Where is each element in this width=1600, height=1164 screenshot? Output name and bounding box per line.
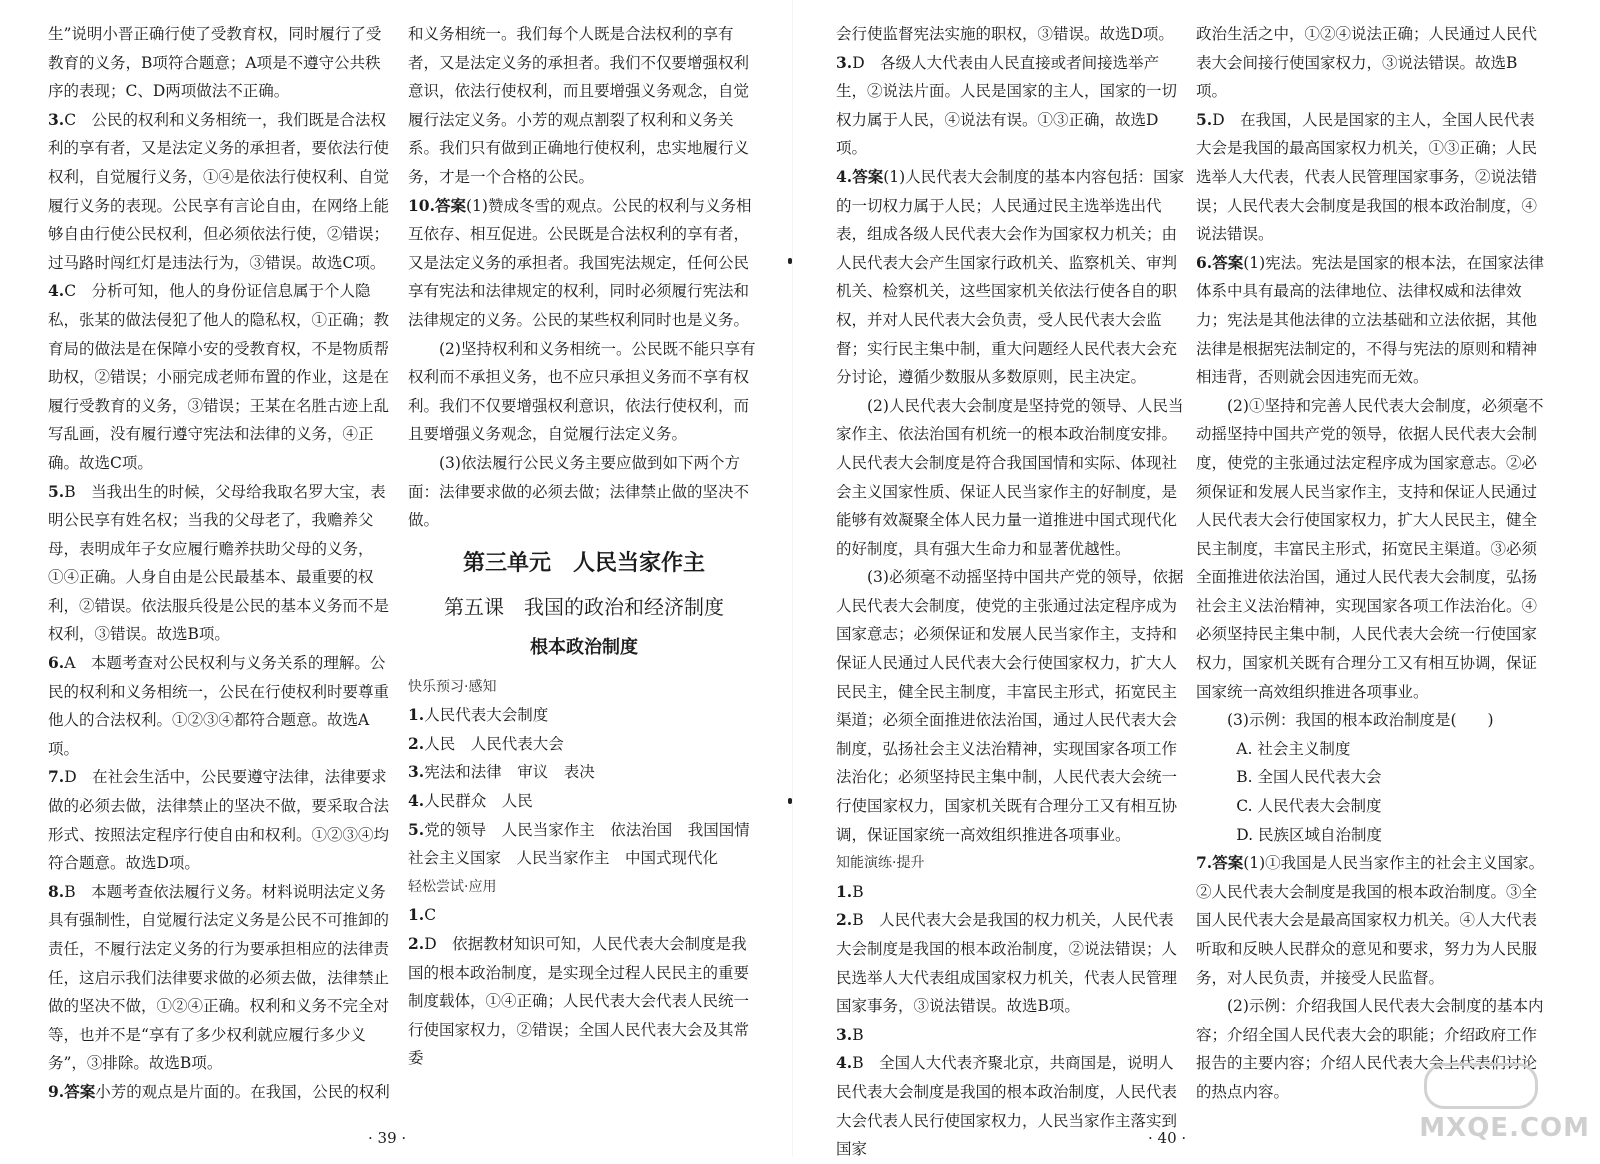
item-number: 1. — [408, 905, 425, 925]
answer-item — [1196, 249, 1546, 392]
item-number: 4. — [836, 1053, 853, 1073]
item-number: 3. — [408, 762, 425, 782]
answer-item — [48, 878, 394, 1078]
answer-item — [408, 930, 760, 1073]
answer-item — [48, 277, 394, 477]
item-text: B 全国人大代表齐聚北京，共商国是，说明人民代表大会制度是我国的根本政治制度，人民代表大会代表人民行使国家权力，人民当家作主落实到国家 — [836, 1054, 1178, 1159]
item-text: B 本题考查依法履行义务。材料说明法定义务具有强制性，自觉履行法定义务是公民不可推卸的责任，不履行法定义务的行为要承担相应的法律责任，这启示我们法律要求做的必须去做，法律禁止做的坚决不做，①②④正确。权利和义务不完全对等，也并不是“享有了多少权利就应履行多少义务”，③排除。故选B项。 — [48, 882, 390, 1073]
item-text: A 本题考查对公民权利与义务关系的理解。公民的权利和义务相统一，公民在行使权利时要尊重他人的合法权利。①②③④都符合题意。故选A项。 — [48, 654, 390, 758]
item-text: 小芳的观点是片面的。在我国，公民的权利 — [95, 1082, 390, 1101]
answer-item — [408, 758, 760, 787]
item-number: 7. — [1196, 853, 1213, 873]
item-number: 6. — [48, 653, 65, 673]
answer-item — [836, 1049, 1186, 1163]
item-number: 6. — [1196, 252, 1213, 272]
item-number: 9. — [48, 1081, 65, 1101]
paragraph: 和义务相统一。我们每个人既是合法权利的享有者，又是法定义务的承担者。我们不仅要增强权利意识，依法行使权利，而且要增强义务观念，自觉履行法定义务。小芳的观点割裂了权利和义务关系。我们只有做到正确地行使权利，忠实地履行义务，才是一个合格的公民。 — [408, 25, 750, 186]
answer-item — [836, 1021, 1186, 1050]
item-number: 2. — [408, 934, 425, 954]
indented-paragraph: (3)必须毫不动摇坚持中国共产党的领导，依据人民代表大会制度，使党的主张通过法定程序成为国家意志；必须保证和发展人民当家作主，支持和保证人民通过人民代表大会行使国家权力，扩大人民民主，健全民主制度，丰富民主形式，拓宽民主渠道；必须全面推进依法治国，通过人民代表大会制度，弘扬社会主义法治精神，实现国家各项工作法治化；必须坚持民主集中制，人民代表大会统一行使国家权力，国家机关既有合理分工又有相互协调，保证国家统一高效组织推进各项事业。 — [836, 568, 1184, 844]
item-number: 4. — [48, 281, 65, 301]
answer-item — [836, 163, 1186, 392]
answer-item — [48, 478, 394, 650]
answer-item — [408, 192, 760, 335]
page-number-right: · 40 · — [1148, 1129, 1187, 1147]
item-text: 人民群众 人民 — [424, 792, 533, 811]
choice-option: A. 社会主义制度 — [1236, 739, 1351, 758]
watermark-logo — [1424, 1063, 1538, 1109]
item-text: B 人民代表大会是我国的权力机关，人民代表大会制度是我国的根本政治制度，②说法错误；人民选举人大代表组成国家权力机关，代表人民管理国家事务，③说法错误。故选B项。 — [836, 911, 1178, 1016]
answer-item — [408, 701, 760, 730]
item-text: C 分析可知，他人的身份证信息属于个人隐私，张某的做法侵犯了他人的隐私权，①正确；教育局的做法是在保障小安的受教育权，不是物质帮助权，②错误；小丽完成老师布置的作业，这是在履行受教育的义务，③错误；王某在名胜古迹上乱写乱画，没有履行遵守宪法和法律的义务，④正确。故选C项。 — [48, 282, 390, 472]
left-page-column-2 — [408, 20, 766, 1073]
choice-option: C. 人民代表大会制度 — [1236, 797, 1382, 816]
answer-label: 答案 — [64, 1081, 96, 1101]
indented-paragraph: (3)依法履行公民义务主要应做到如下两个方面：法律要求做的必须去做；法律禁止做的坚决不做。 — [408, 453, 750, 530]
answer-item — [836, 878, 1186, 907]
paragraph: 政治生活之中，①②④说法正确；人民通过人民代表大会间接行使国家权力，③说法错误。故选B项。 — [1196, 25, 1538, 101]
item-text: B — [852, 1025, 864, 1044]
item-text: C 公民的权利和义务相统一，我们既是合法权利的享有者，又是法定义务的承担者，要依法行使权利，自觉履行义务，①④是依法行使权利、自觉履行义务的表现。公民享有言论自由，在网络上能够自由行使公民权利，但必须依法行使，②错误；过马路时闯红灯是违法行为，③错误。故选C项。 — [48, 110, 390, 272]
answer-item — [1196, 106, 1546, 249]
item-text: D 各级人大代表由人民直接或者间接选举产生，②说法片面。人民是国家的主人，国家的一切权力属于人民，④说法有误。①③正确，故选D项。 — [836, 53, 1178, 158]
answer-item — [836, 49, 1186, 163]
item-number: 2. — [836, 910, 853, 930]
indented-paragraph: (2)①坚持和完善人民代表大会制度，必须毫不动摇坚持中国共产党的领导，依据人民代表大会制度，使党的主张通过法定程序成为国家意志。②必须保证和发展人民当家作主，支持和保证人民通过人民代表大会行使国家权力，扩大人民民主，健全民主制度，丰富民主形式，拓宽民主渠道。③必须全面推进依法治国，通过人民代表大会制度，弘扬社会主义法治精神，实现国家各项工作法治化。④必须坚持民主集中制，人民代表大会统一行使国家权力，国家机关既有合理分工又有相互协调，保证国家统一高效组织推进各项事业。 — [1196, 396, 1544, 701]
item-number: 4. — [836, 166, 853, 186]
subsection-label: 知能演练·提升 — [836, 855, 925, 872]
paragraph: 生”说明小晋正确行使了受教育权，同时履行了受教育的义务，B项符合题意；A项是不遵守公共秩序的表现；C、D两项做法不正确。 — [48, 25, 382, 101]
item-text: 党的领导 人民当家作主 依法治国 我国国情 社会主义国家 人民当家作主 中国式现代化 — [408, 820, 766, 868]
answer-item — [48, 106, 394, 278]
answer-label: 答案 — [1212, 853, 1244, 873]
right-page-column-1 — [836, 20, 1186, 1164]
item-text: (1)赞成冬雪的观点。公民的权利与义务相互依存、相互促进。公民既是合法权利的享有者，又是法定义务的承担者。我国宪法规定，任何公民享有宪法和法律规定的权利，同时必须履行宪法和法律规定的义务。公民的某些权利同时也是义务。 — [408, 196, 752, 329]
indented-paragraph: (2)示例：介绍我国人民代表大会制度的基本内容；介绍全国人民代表大会的职能；介绍政府工作报告的主要内容；介绍人民代表大会上代表们讨论的热点内容。 — [1196, 997, 1544, 1101]
item-text: D 在社会生活中，公民要遵守法律，法律要求做的必须去做，法律禁止的坚决不做，要采取合法形式、按照法定程序行使自由和权利。①②③④均符合题意。故选D项。 — [48, 768, 390, 873]
answer-item — [408, 730, 760, 759]
item-number: 3. — [836, 1024, 853, 1044]
answer-item — [48, 763, 394, 877]
scan-mark — [788, 258, 792, 264]
item-number: 3. — [48, 109, 65, 129]
choice-option: D. 民族区域自治制度 — [1236, 825, 1383, 844]
subsection-label: 轻松尝试·应用 — [408, 878, 497, 895]
item-number: 10. — [408, 195, 435, 215]
item-text: C — [424, 906, 437, 925]
item-number: 1. — [836, 881, 853, 901]
choice-option: B. 全国人民代表大会 — [1236, 768, 1382, 787]
item-text: D 依据教材知识可知，人民代表大会制度是我国的根本政治制度，是实现全过程人民民主的重要制度载体，①④正确；人民代表大会代表人民统一行使国家权力，②错误；全国人民代表大会及其常委 — [408, 935, 750, 1068]
answer-item — [408, 787, 760, 816]
item-number: 1. — [408, 705, 425, 725]
item-number: 7. — [48, 767, 65, 787]
item-text: B — [852, 882, 864, 901]
indented-paragraph: (3)示例：我国的根本政治制度是( ) — [1227, 711, 1494, 730]
answer-label: 答案 — [852, 166, 884, 186]
item-text: D 在我国，人民是国家的主人，全国人民代表大会是我国的最高国家权力机关，①③正确；人民选举人大代表，代表人民管理国家事务，②说法错误；人民代表大会制度是我国的根本政治制度，④说法错误。 — [1196, 110, 1538, 244]
answer-item — [1196, 849, 1546, 992]
indented-paragraph: (2)坚持权利和义务相统一。公民既不能只享有权利而不承担义务，也不应只承担义务而不享有权利。我们不仅要增强权利意识，依法行使权利，而且要增强义务观念，自觉履行法定义务。 — [408, 339, 756, 444]
item-text: 人民 人民代表大会 — [424, 734, 564, 753]
subsection-label: 快乐预习·感知 — [408, 678, 497, 695]
paragraph: 会行使监督宪法实施的职权，③错误。故选D项。 — [836, 25, 1174, 43]
item-text: 宪法和法律 审议 表决 — [424, 763, 595, 782]
item-text: (1)人民代表大会制度的基本内容包括：国家的一切权力属于人民；人民通过民主选举选出代表，组成各级人民代表大会作为国家权力机关；由人民代表大会产生国家行政机关、监察机关、审判机关、检察机关，这些国家机关依法行使各自的职权，并对人民代表大会负责，受人民代表大会监督；实行民主集中制，重大问题经人民代表大会充分讨论，遵循少数服从多数原则，民主决定。 — [836, 167, 1185, 387]
answer-item — [408, 901, 760, 930]
page-number-left: · 39 · — [368, 1129, 407, 1147]
item-text: (1)宪法。宪法是国家的根本法，在国家法律体系中具有最高的法律地位、法律权威和法律效力；宪法是其他法律的立法基础和立法依据，其他法律是根据宪法制定的，不得与宪法的原则和精神相违背，否则就会因违宪而无效。 — [1196, 253, 1545, 387]
answer-item — [48, 1078, 394, 1107]
item-text: (1)①我国是人民当家作主的社会主义国家。②人民代表大会制度是我国的根本政治制度。③全国人民代表大会是最高国家权力机关。④人大代表听取和反映人民群众的意见和要求，努力为人民服务，对人民负责，并接受人民监督。 — [1196, 854, 1545, 987]
answer-label: 答案 — [1212, 252, 1244, 272]
indented-paragraph: (2)人民代表大会制度是坚持党的领导、人民当家作主、依法治国有机统一的根本政治制度安排。人民代表大会制度是符合我国国情和实际、体现社会主义国家性质、保证人民当家作主的好制度，是能够有效凝聚全体人民力量一道推进中国式现代化的好制度，具有强大生命力和显著优越性。 — [836, 396, 1184, 558]
answer-label: 答案 — [434, 195, 466, 215]
answer-item — [836, 906, 1186, 1020]
left-page-column-1 — [48, 20, 394, 1107]
right-page-column-2 — [1196, 20, 1546, 1107]
answer-item — [48, 649, 394, 763]
item-number: 8. — [48, 881, 65, 901]
lesson-heading: 第五课 我国的政治和经济制度 — [444, 594, 724, 619]
item-number: 5. — [408, 819, 425, 839]
item-text: B 当我出生的时候，父母给我取名罗大宝，表明公民享有姓名权；当我的父母老了，我赡养父母，表明成年子女应履行赡养扶助父母的义务，①④正确。人身自由是公民最基本、最重要的权利，②错误。依法服兵役是公民的基本义务而不是权利，③错误。故选B项。 — [48, 482, 390, 644]
scan-mark — [788, 798, 792, 804]
item-number: 3. — [836, 52, 853, 72]
unit-heading: 第三单元 人民当家作主 — [462, 550, 705, 576]
item-number: 5. — [1196, 109, 1213, 129]
item-number: 5. — [48, 481, 65, 501]
watermark-text: MXQE.COM — [1419, 1113, 1590, 1143]
item-number: 2. — [408, 733, 425, 753]
section-heading: 根本政治制度 — [530, 636, 638, 658]
item-number: 4. — [408, 791, 425, 811]
item-text: 人民代表大会制度 — [424, 706, 549, 725]
page-gutter — [792, 0, 793, 1157]
answer-item — [408, 816, 766, 873]
